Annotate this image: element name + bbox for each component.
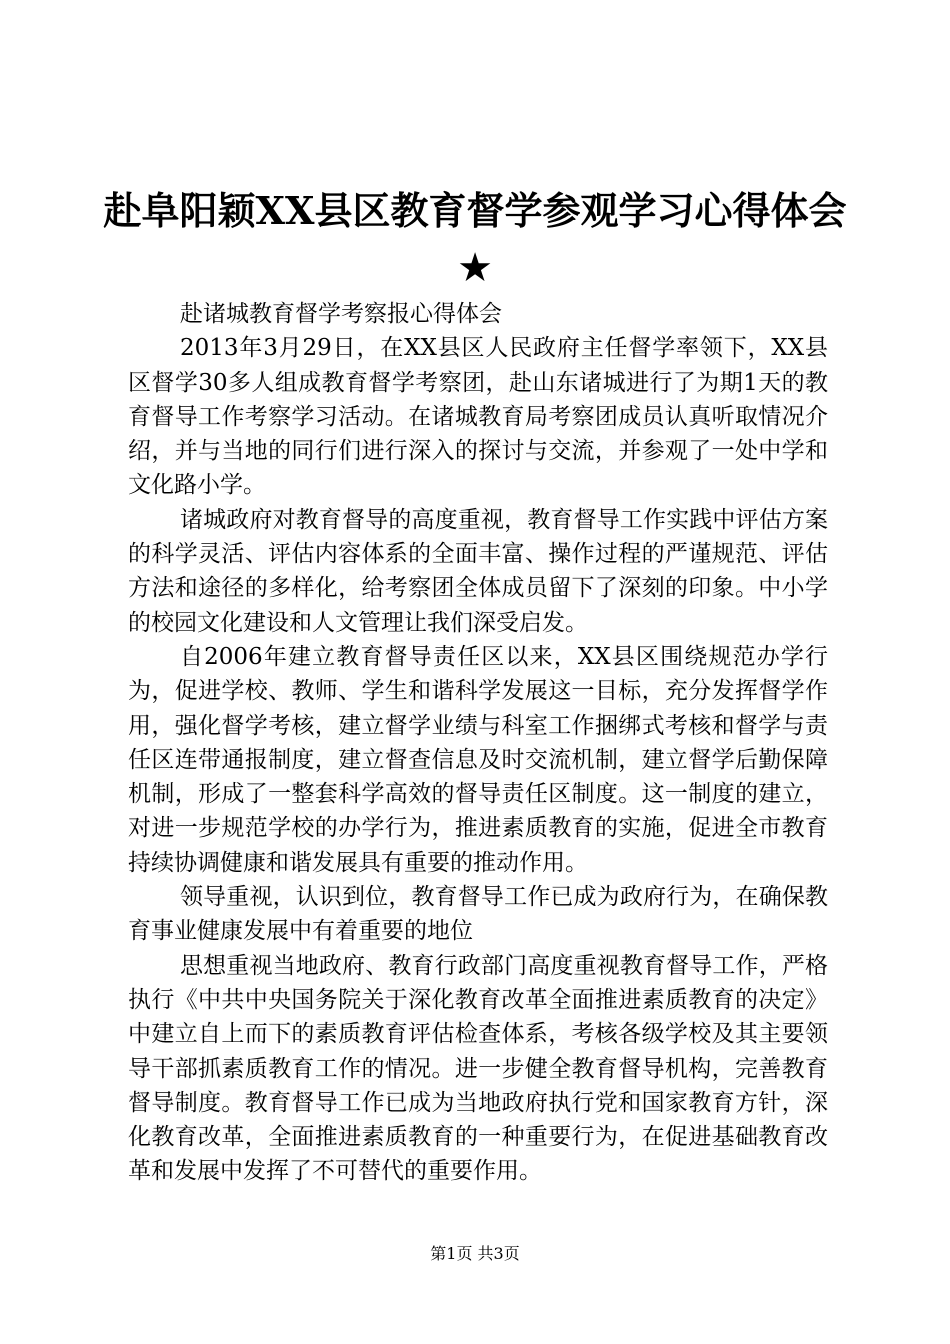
star-icon: ★: [457, 245, 493, 291]
document-title: 赴阜阳颖XX县区教育督学参观学习心得体会: [103, 188, 847, 233]
paragraph: 自2006年建立教育督导责任区以来，XX县区围绕规范办学行为，促进学校、教师、学生和谐科学发展这一目标，充分发挥督学作用，强化督学考核，建立督学业绩与科室工作捆绑式考核和督学与责任区连带通报制度，建立督查信息及时交流机制，建立督学后勤保障机制，形成了一整套科学高效的督导责任区制度。这一制度的建立，对进一步规范学校的办学行为，推进素质教育的实施，促进全市教育持续协调健康和谐发展具有重要的推动作用。: [128, 643, 828, 876]
paragraph-subtitle: 赴诸城教育督学考察报心得体会: [180, 301, 502, 327]
paragraph: 诸城政府对教育督导的高度重视，教育督导工作实践中评估方案的科学灵活、评估内容体系的全面丰富、操作过程的严谨规范、评估方法和途径的多样化，给考察团全体成员留下了深刻的印象。中小学的校园文化建设和人文管理让我们深受启发。: [128, 506, 828, 636]
paragraph: 领导重视，认识到位，教育督导工作已成为政府行为，在确保教育事业健康发展中有着重要的地位: [128, 884, 828, 945]
paragraph: 2013年3月29日，在XX县区人民政府主任督学率领下，XX县区督学30多人组成教育督学考察团，赴山东诸城进行了为期1天的教育督导工作考察学习活动。在诸城教育局考察团成员认真听取情况介绍，并与当地的同行们进行深入的探讨与交流，并参观了一处中学和文化路小学。: [128, 335, 828, 499]
paragraph: 思想重视当地政府、教育行政部门高度重视教育督导工作，严格执行《中共中央国务院关于深化教育改革全面推进素质教育的决定》中建立自上而下的素质教育评估检查体系，考核各级学校及其主要领导干部抓素质教育工作的情况。进一步健全教育督导机构，完善教育督导制度。教育督导工作已成为当地政府执行党和国家教育方针，深化教育改革，全面推进素质教育的一种重要行为，在促进基础教育改革和发展中发挥了不可替代的重要作用。: [128, 952, 828, 1185]
document-body: [128, 297, 828, 1189]
page-number-footer: 第1页 共3页: [430, 1244, 520, 1263]
